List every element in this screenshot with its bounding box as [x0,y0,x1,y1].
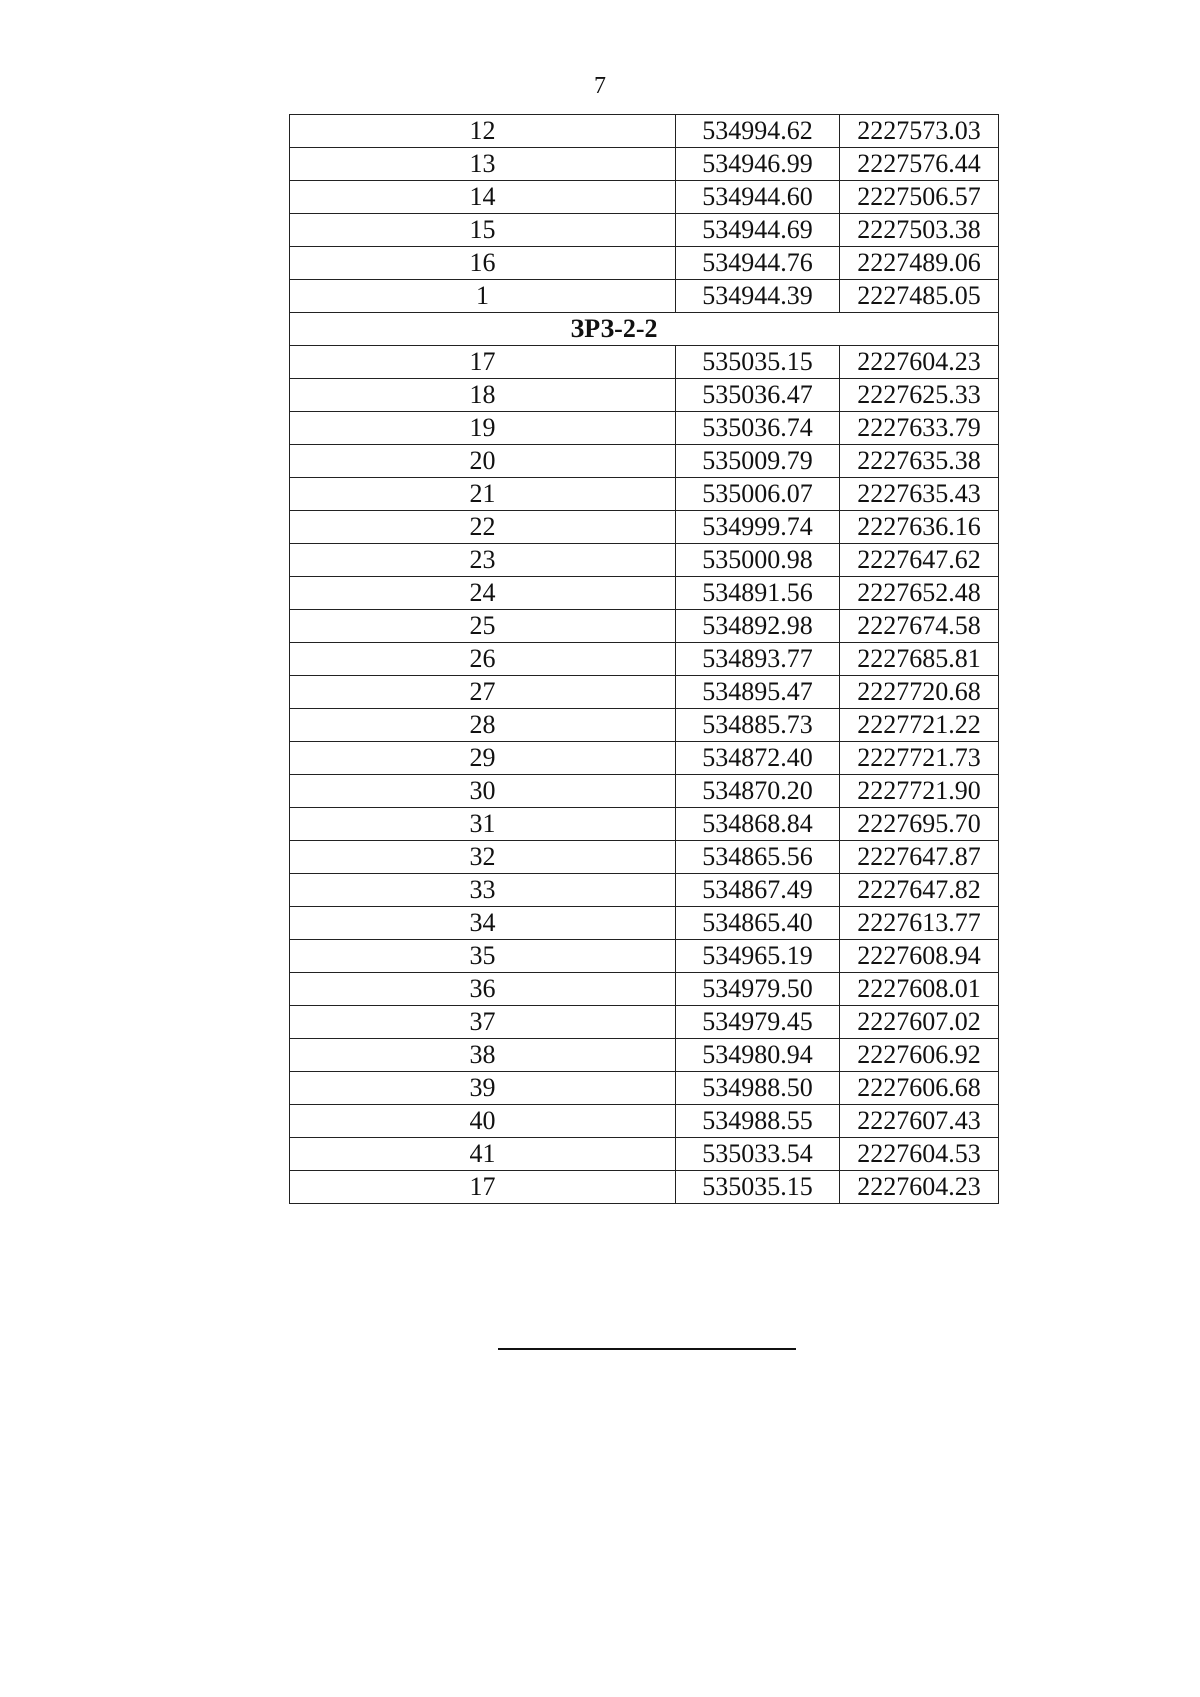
x-coordinate-cell: 534891.56 [676,577,840,610]
point-number-cell: 24 [290,577,676,610]
y-coordinate-cell: 2227604.23 [840,346,999,379]
section-header-row [290,313,999,346]
x-coordinate-cell: 535006.07 [676,478,840,511]
x-coordinate-cell: 535035.15 [676,1171,840,1204]
x-coordinate-cell: 534979.50 [676,973,840,1006]
table-row [290,1105,999,1138]
y-coordinate-cell: 2227647.82 [840,874,999,907]
table-row [290,346,999,379]
y-coordinate-cell: 2227721.73 [840,742,999,775]
table-row [290,1072,999,1105]
point-number-cell: 26 [290,643,676,676]
x-coordinate-cell: 535009.79 [676,445,840,478]
x-coordinate-cell: 534979.45 [676,1006,840,1039]
y-coordinate-cell: 2227647.87 [840,841,999,874]
table-row [290,709,999,742]
point-number-cell: 27 [290,676,676,709]
table-row [290,1039,999,1072]
point-number-cell: 17 [290,1171,676,1204]
point-number-cell: 12 [290,115,676,148]
point-number-cell: 36 [290,973,676,1006]
table-row [290,907,999,940]
point-number-cell: 25 [290,610,676,643]
x-coordinate-cell: 534865.40 [676,907,840,940]
table-row [290,643,999,676]
y-coordinate-cell: 2227695.70 [840,808,999,841]
point-number-cell: 37 [290,1006,676,1039]
x-coordinate-cell: 534870.20 [676,775,840,808]
table-row [290,1006,999,1039]
table-row [290,544,999,577]
point-number-cell: 41 [290,1138,676,1171]
y-coordinate-cell: 2227573.03 [840,115,999,148]
y-coordinate-cell: 2227635.38 [840,445,999,478]
y-coordinate-cell: 2227721.90 [840,775,999,808]
y-coordinate-cell: 2227633.79 [840,412,999,445]
y-coordinate-cell: 2227674.58 [840,610,999,643]
x-coordinate-cell: 534892.98 [676,610,840,643]
point-number-cell: 39 [290,1072,676,1105]
x-coordinate-cell: 535036.47 [676,379,840,412]
y-coordinate-cell: 2227576.44 [840,148,999,181]
y-coordinate-cell: 2227625.33 [840,379,999,412]
x-coordinate-cell: 534994.62 [676,115,840,148]
x-coordinate-cell: 534980.94 [676,1039,840,1072]
coordinates-table-body [290,115,999,1204]
point-number-cell: 28 [290,709,676,742]
point-number-cell: 14 [290,181,676,214]
x-coordinate-cell: 534872.40 [676,742,840,775]
point-number-cell: 20 [290,445,676,478]
x-coordinate-cell: 534867.49 [676,874,840,907]
x-coordinate-cell: 534944.39 [676,280,840,313]
table-row [290,214,999,247]
table-row [290,280,999,313]
point-number-cell: 32 [290,841,676,874]
table-row [290,841,999,874]
point-number-cell: 1 [290,280,676,313]
table-row [290,940,999,973]
table-row [290,610,999,643]
x-coordinate-cell: 534944.69 [676,214,840,247]
point-number-cell: 40 [290,1105,676,1138]
table-row [290,379,999,412]
table-row [290,676,999,709]
y-coordinate-cell: 2227608.01 [840,973,999,1006]
table-row [290,874,999,907]
point-number-cell: 18 [290,379,676,412]
point-number-cell: 38 [290,1039,676,1072]
x-coordinate-cell: 534944.60 [676,181,840,214]
table-row [290,973,999,1006]
y-coordinate-cell: 2227613.77 [840,907,999,940]
table-row [290,511,999,544]
table-row [290,181,999,214]
point-number-cell: 17 [290,346,676,379]
y-coordinate-cell: 2227721.22 [840,709,999,742]
x-coordinate-cell: 534965.19 [676,940,840,973]
y-coordinate-cell: 2227720.68 [840,676,999,709]
table-row [290,808,999,841]
table-row [290,1138,999,1171]
y-coordinate-cell: 2227647.62 [840,544,999,577]
y-coordinate-cell: 2227685.81 [840,643,999,676]
point-number-cell: 30 [290,775,676,808]
x-coordinate-cell: 534885.73 [676,709,840,742]
point-number-cell: 33 [290,874,676,907]
point-number-cell: 29 [290,742,676,775]
x-coordinate-cell: 535035.15 [676,346,840,379]
y-coordinate-cell: 2227606.92 [840,1039,999,1072]
point-number-cell: 15 [290,214,676,247]
table-row [290,445,999,478]
table-row [290,775,999,808]
x-coordinate-cell: 534895.47 [676,676,840,709]
y-coordinate-cell: 2227604.23 [840,1171,999,1204]
y-coordinate-cell: 2227635.43 [840,478,999,511]
y-coordinate-cell: 2227503.38 [840,214,999,247]
y-coordinate-cell: 2227636.16 [840,511,999,544]
point-number-cell: 21 [290,478,676,511]
x-coordinate-cell: 534988.55 [676,1105,840,1138]
table-row [290,742,999,775]
table-row [290,577,999,610]
table-row [290,115,999,148]
y-coordinate-cell: 2227607.02 [840,1006,999,1039]
point-number-cell: 16 [290,247,676,280]
point-number-cell: 23 [290,544,676,577]
point-number-cell: 34 [290,907,676,940]
y-coordinate-cell: 2227506.57 [840,181,999,214]
table-row [290,247,999,280]
x-coordinate-cell: 534865.56 [676,841,840,874]
table-row [290,478,999,511]
point-number-cell: 31 [290,808,676,841]
table-row [290,412,999,445]
y-coordinate-cell: 2227607.43 [840,1105,999,1138]
x-coordinate-cell: 535036.74 [676,412,840,445]
point-number-cell: 22 [290,511,676,544]
end-of-document-line [498,1348,796,1350]
x-coordinate-cell: 534893.77 [676,643,840,676]
x-coordinate-cell: 534946.99 [676,148,840,181]
y-coordinate-cell: 2227489.06 [840,247,999,280]
table-row [290,1171,999,1204]
table-row [290,148,999,181]
x-coordinate-cell: 535000.98 [676,544,840,577]
y-coordinate-cell: 2227652.48 [840,577,999,610]
x-coordinate-cell: 534944.76 [676,247,840,280]
y-coordinate-cell: 2227485.05 [840,280,999,313]
point-number-cell: 19 [290,412,676,445]
x-coordinate-cell: 534999.74 [676,511,840,544]
page-number: 7 [594,73,606,99]
x-coordinate-cell: 534868.84 [676,808,840,841]
y-coordinate-cell: 2227604.53 [840,1138,999,1171]
coordinates-table [289,114,999,1204]
section-label: ЗРЗ-2-2 [290,313,999,346]
y-coordinate-cell: 2227606.68 [840,1072,999,1105]
point-number-cell: 35 [290,940,676,973]
x-coordinate-cell: 535033.54 [676,1138,840,1171]
point-number-cell: 13 [290,148,676,181]
y-coordinate-cell: 2227608.94 [840,940,999,973]
x-coordinate-cell: 534988.50 [676,1072,840,1105]
